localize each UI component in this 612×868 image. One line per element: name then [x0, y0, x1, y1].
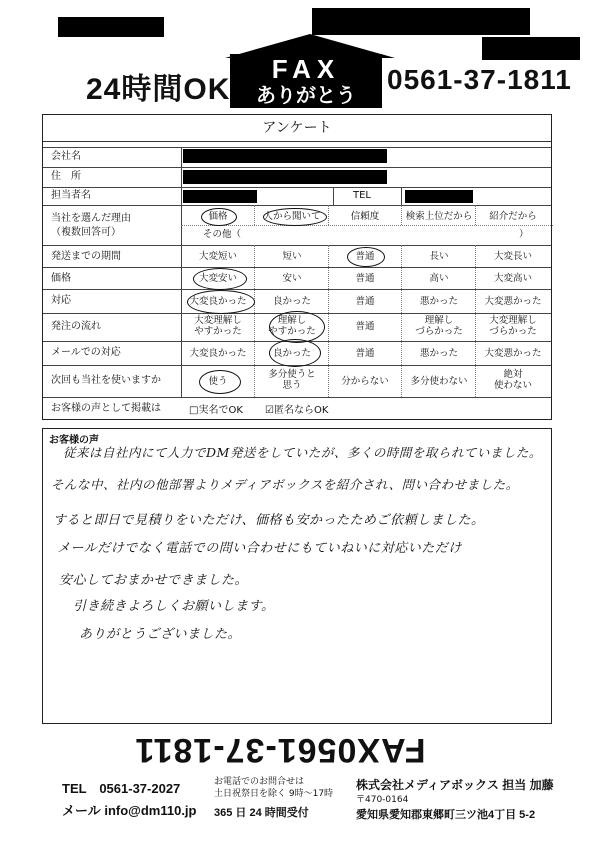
voice-line: すると即日で見積りをいただけ、価格も安かったためご依頼しました。 — [53, 513, 485, 528]
delivery-option: 短い — [282, 251, 302, 262]
next-option: 分からない — [341, 376, 389, 387]
footer-hours-3: 365 日 24 時間受付 — [214, 807, 309, 819]
voice-line: 引き続きよろしくお願いします。 — [73, 599, 275, 614]
response-option: 普通 — [355, 296, 375, 307]
label-delivery: 発送までの期間 — [51, 251, 121, 262]
label-reason-note: （複数回答可） — [51, 227, 121, 238]
fax-number-inverted: FAX0561-37-1811 — [134, 731, 426, 769]
circle-mark — [269, 339, 321, 367]
circle-mark — [263, 208, 327, 226]
flow-option: 普通 — [355, 321, 375, 332]
publish-realname: □実名でOK — [189, 405, 243, 416]
flow-option: 大変理解し づらかった — [489, 315, 537, 337]
fax-subtitle: ありがとう — [256, 83, 356, 107]
voice-label: お客様の声 — [49, 435, 99, 446]
circle-mark — [199, 370, 241, 394]
flow-option: 理解し づらかった — [415, 315, 463, 337]
redaction-bar — [482, 37, 580, 60]
redaction-bar — [183, 170, 387, 184]
mail-option: 普通 — [355, 348, 375, 359]
voice-line: 従来は自社内にて人力でDM発送をしていたが、多くの時間を取られていました。 — [63, 445, 542, 460]
voice-line: ありがとうございました。 — [79, 627, 242, 642]
label-address: 住 所 — [51, 171, 81, 182]
reason-option: 紹介だから — [489, 211, 537, 222]
redaction-bar — [58, 17, 164, 37]
footer-company: 株式会社メディアボックス 担当 加藤 — [356, 778, 554, 792]
label-price: 価格 — [51, 273, 71, 284]
redaction-bar — [312, 8, 530, 35]
price-option: 普通 — [355, 273, 375, 284]
footer-tel: TEL 0561-37-2027 — [62, 781, 181, 796]
voice-line: そんな中、社内の他部署よりメディアボックスを紹介され、問い合わせました。 — [51, 477, 519, 492]
response-option: 大変悪かった — [484, 296, 542, 307]
label-tel: TEL — [353, 190, 371, 201]
reason-option: 価格 — [208, 211, 228, 222]
label-flow: 発注の流れ — [51, 321, 101, 332]
label-response: 対応 — [51, 295, 71, 306]
reason-option: 信頼度 — [350, 211, 380, 222]
footer-hours-1: お電話でのお問合せは — [214, 777, 305, 787]
delivery-option: 長い — [429, 251, 449, 262]
publish-anonymous: ☑匿名ならOK — [265, 405, 329, 416]
survey-table — [42, 114, 552, 420]
label-person: 担当者名 — [51, 190, 91, 201]
redaction-bar — [405, 190, 473, 203]
customer-voice-box — [42, 428, 552, 724]
circle-mark — [187, 290, 255, 314]
fax-banner — [230, 54, 382, 108]
price-option: 高い — [429, 273, 449, 284]
delivery-option: 普通 — [355, 251, 375, 262]
voice-line: メールだけでなく電話での問い合わせにもていねいに対応いただけ — [57, 541, 462, 556]
response-option: 悪かった — [419, 296, 458, 307]
header-24h-text: 24時間OK — [86, 73, 231, 106]
label-company: 会社名 — [51, 151, 81, 162]
label-publish: お客様の声として掲載は — [51, 403, 161, 414]
next-option: 使う — [208, 376, 228, 387]
fax-title: FAX — [271, 54, 341, 84]
survey-title: アンケート — [43, 115, 551, 142]
reason-option: 検索上位だから — [405, 211, 473, 222]
redaction-bar — [183, 149, 387, 163]
footer-address: 愛知県愛知郡東郷町三ツ池4丁目 5-2 — [356, 809, 536, 821]
footer-hours-2: 土日祝祭日を除く 9時〜17時 — [214, 789, 334, 799]
mail-option: 悪かった — [419, 348, 458, 359]
footer-mail: メール info@dm110.jp — [62, 803, 197, 818]
price-option: 大変安い — [198, 273, 237, 284]
circle-mark — [193, 268, 247, 290]
next-option: 多分使うと 思う — [268, 369, 316, 391]
footer-zip: 〒470-0164 — [356, 795, 409, 805]
redaction-bar — [183, 190, 257, 203]
flow-option: 理解し やすかった — [268, 315, 316, 337]
flow-option: 大変理解し やすかった — [194, 315, 242, 337]
delivery-option: 大変長い — [493, 251, 532, 262]
circle-mark — [347, 247, 385, 267]
label-next: 次回も当社を使いますか — [51, 375, 161, 386]
mail-option: 大変良かった — [189, 348, 247, 359]
reason-other-close: ） — [519, 229, 529, 240]
mail-option: 良かった — [272, 348, 311, 359]
next-option: 絶対 使わない — [493, 369, 532, 391]
header-phone: 0561-37-1811 — [387, 64, 572, 95]
delivery-option: 大変短い — [198, 251, 237, 262]
price-option: 大変高い — [493, 273, 532, 284]
reason-option: 人から聞いて — [263, 211, 321, 222]
reason-other: その他（ — [203, 229, 242, 240]
price-option: 安い — [282, 273, 302, 284]
circle-mark — [201, 208, 237, 226]
next-option: 多分使わない — [410, 376, 468, 387]
voice-line: 安心しておまかせできました。 — [59, 573, 249, 588]
mail-option: 大変悪かった — [484, 348, 542, 359]
response-option: 良かった — [272, 296, 311, 307]
response-option: 大変良かった — [189, 296, 247, 307]
label-mail: メールでの対応 — [51, 347, 121, 358]
label-reason: 当社を選んだ理由 — [51, 213, 131, 224]
